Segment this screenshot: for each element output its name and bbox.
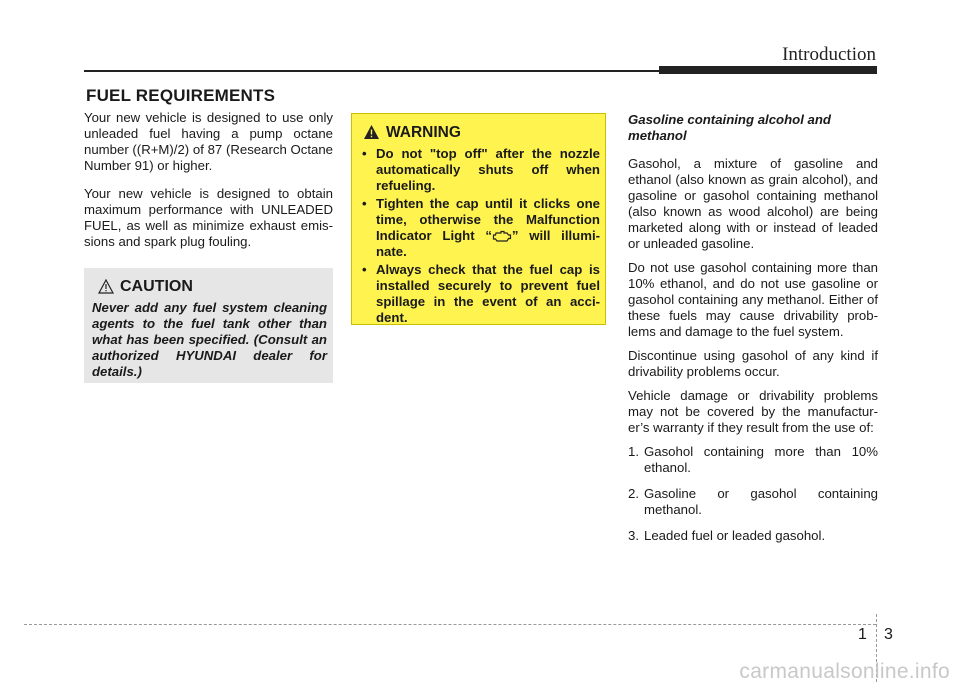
watermark: carmanualsonline.info	[739, 660, 950, 683]
warning-heading	[363, 124, 461, 142]
warning-item-text: Do not "top off" after the nozzle automatically shuts off when refueling.	[376, 146, 600, 193]
chapter-number: 1	[858, 626, 867, 643]
paragraph: Vehicle damage or drivability problems may not be covered by the manufactur-er’s warranty if they result from the use of:	[628, 388, 878, 435]
bullet: •	[362, 146, 367, 161]
header-rule-thick	[659, 66, 877, 74]
paragraph: Your new vehicle is designed to obtain maximum performance with UNLEADED FUEL, as well as minimize exhaust emis-sions and spark plug fouling.	[84, 186, 333, 249]
page-header-title: Introduction	[782, 44, 876, 65]
warning-item-text-after: ” will illumi-nate.	[376, 228, 600, 259]
bullet: •	[362, 196, 367, 211]
footer-divider	[24, 624, 876, 625]
subsection-heading: Gasoline containing alcohol and methanol	[628, 112, 831, 143]
warning-item	[360, 196, 600, 260]
warning-item	[360, 146, 600, 194]
warning-title: WARNING	[386, 124, 461, 141]
warning-item-text-before: Tighten the cap until it clicks one time, otherwise the Malfunction Indicator Light “	[376, 196, 600, 243]
list-number: 2.	[628, 486, 639, 501]
caution-title: CAUTION	[120, 278, 193, 295]
column-right	[628, 112, 878, 554]
section-title: FUEL REQUIREMENTS	[86, 86, 276, 105]
warning-item	[360, 262, 600, 326]
caution-heading	[98, 278, 193, 296]
numbered-list	[628, 444, 878, 544]
warning-item-text: Always check that the fuel cap is installed securely to prevent fuel spillage in the event of an acci-dent.	[376, 262, 600, 325]
header-rule-thin	[84, 70, 659, 72]
list-text: Gasohol containing more than 10% ethanol.	[644, 444, 878, 475]
warning-triangle-icon	[363, 124, 380, 140]
bullet: •	[362, 262, 367, 277]
list-item	[628, 444, 878, 476]
page-number: 3	[884, 626, 893, 643]
caution-box	[84, 268, 333, 383]
warning-box	[351, 113, 606, 325]
paragraph: Gasohol, a mixture of gasoline and ethanol (also known as grain alcohol), and gasoline or gasohol containing methanol (also known as wood alcohol) are being marketed along with or instead of leaded or unleaded gasoline.	[628, 156, 878, 251]
paragraph: Discontinue using gasohol of any kind if drivability problems occur.	[628, 348, 878, 379]
list-item	[628, 486, 878, 518]
list-text: Gasoline or gasohol containing methanol.	[644, 486, 878, 517]
engine-check-icon	[492, 230, 512, 243]
paragraph: Do not use gasohol containing more than 10% ethanol, and do not use gasoline or gasohol containing any methanol. Either of these fuels may cause drivability prob-lems and damage to the fuel system.	[628, 260, 878, 339]
list-text: Leaded fuel or leaded gasohol.	[644, 528, 826, 543]
caution-text: Never add any fuel system cleaning agents to the fuel tank other than what has been specified. (Consult an authorized HYUNDAI dealer for details.)	[92, 300, 327, 379]
paragraph: Your new vehicle is designed to use only unleaded fuel having a pump octane number ((R+M)/2) of 87 (Research Octane Number 91) or higher.	[84, 110, 333, 173]
warning-list	[360, 146, 600, 328]
list-number: 1.	[628, 444, 639, 459]
list-number: 3.	[628, 528, 639, 543]
warning-triangle-icon	[98, 279, 114, 294]
column-left	[84, 110, 333, 262]
list-item	[628, 528, 878, 544]
